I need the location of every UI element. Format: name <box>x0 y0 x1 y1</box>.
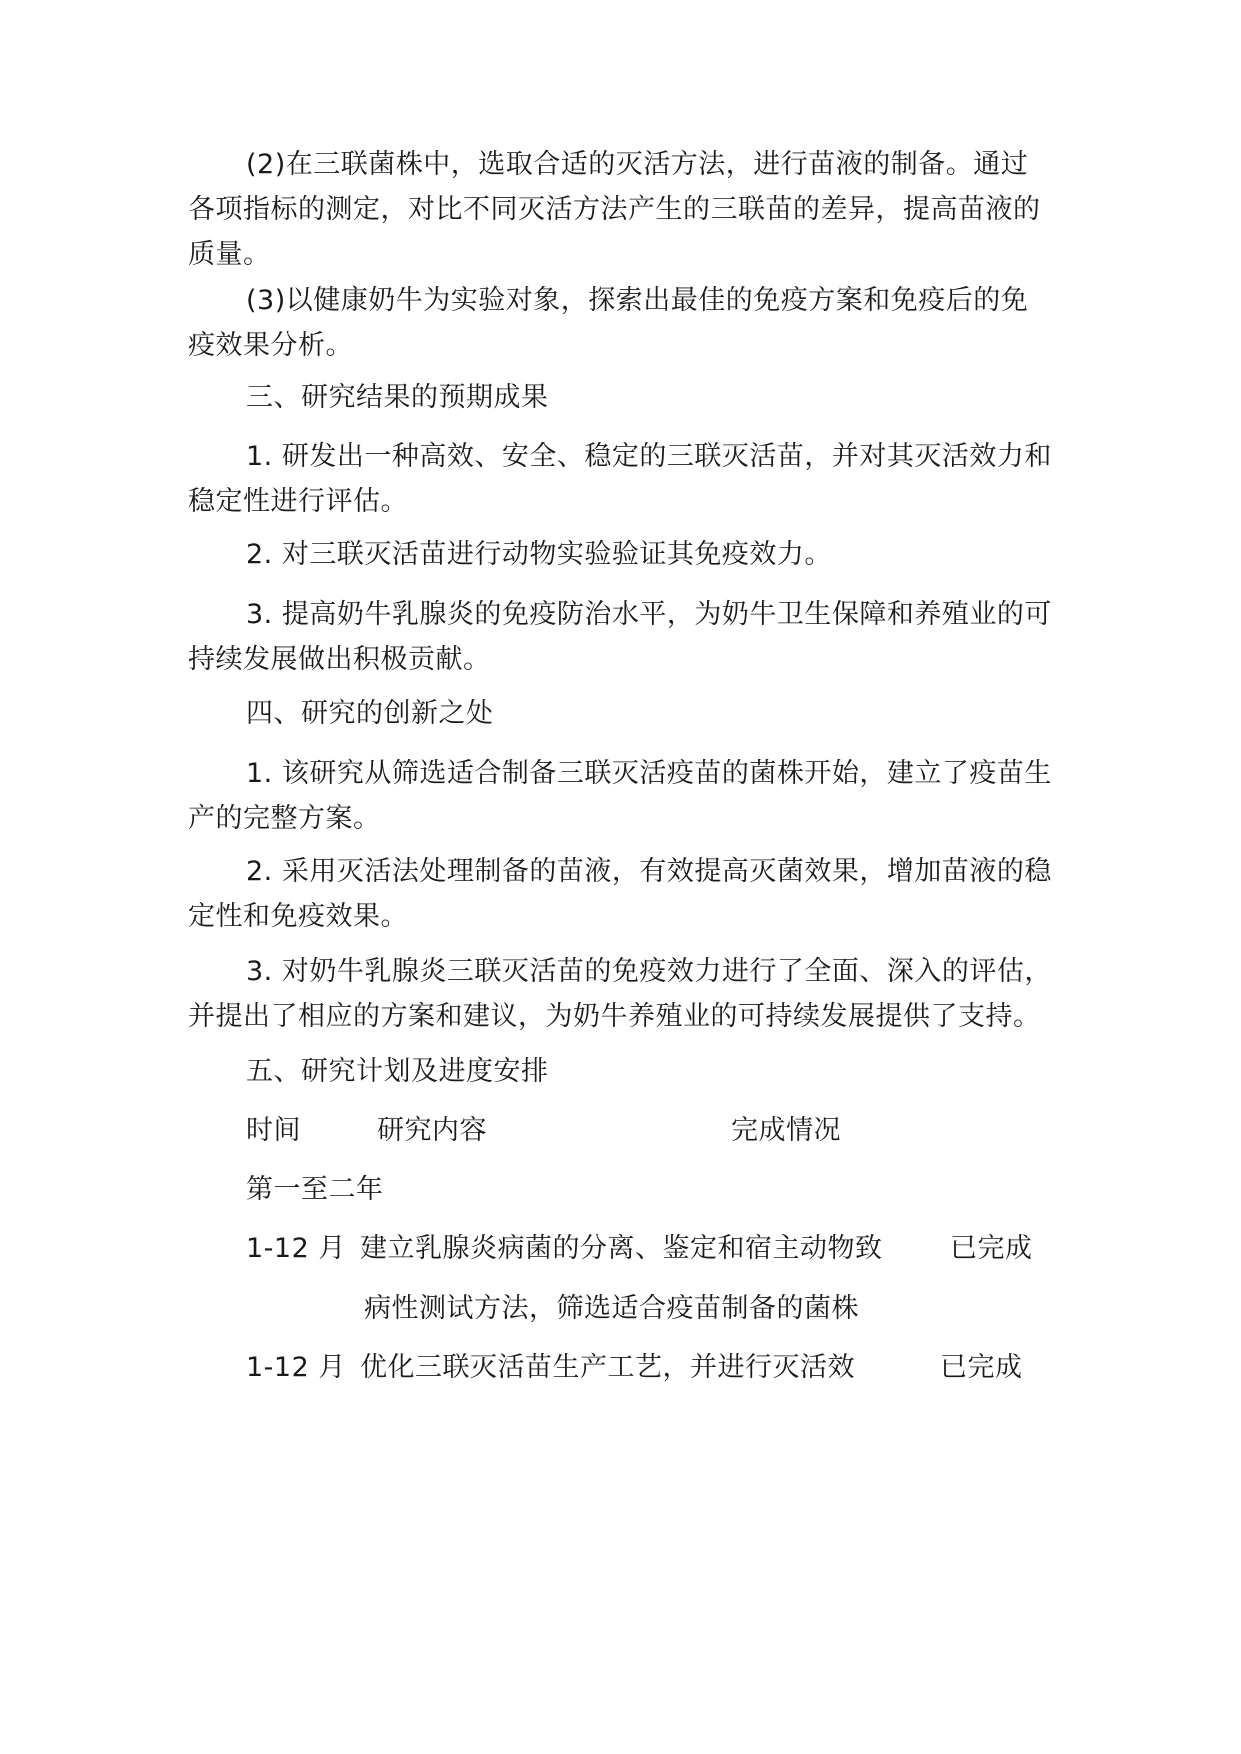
paragraph-innovation-3: 3. 对奶牛乳腺炎三联灭活苗的免疫效力进行了全面、深入的评估，并提出了相应的方案和建议，为奶牛养殖业的可持续发展提供了支持。 <box>188 956 1052 1032</box>
schedule-row-content: 建立乳腺炎病菌的分离、鉴定和宿主动物致 <box>360 1233 883 1264</box>
schedule-row-content: 优化三联灭活苗生产工艺，并进行灭活效 <box>360 1352 855 1383</box>
paragraph-objective-2: (2)在三联菌株中，选取合适的灭活方法，进行苗液的制备。通过各项指标的测定，对比不同灭活方法产生的三联苗的差异，提高苗液的质量。 <box>188 149 1041 270</box>
schedule-row-content-continued: 病性测试方法，筛选适合疫苗制备的菌株 <box>364 1293 859 1324</box>
schedule-header-time: 时间 <box>246 1115 301 1146</box>
heading-schedule: 五、研究计划及进度安排 <box>246 1056 549 1087</box>
heading-expected-results: 三、研究结果的预期成果 <box>246 382 549 413</box>
schedule-row-time: 1-12 月 <box>246 1352 346 1383</box>
schedule-row-status: 已完成 <box>950 1233 1033 1264</box>
schedule-header-content: 研究内容 <box>377 1115 487 1146</box>
schedule-header-status: 完成情况 <box>731 1115 841 1146</box>
schedule-row-status: 已完成 <box>940 1352 1023 1383</box>
paragraph-result-1: 1. 研发出一种高效、安全、稳定的三联灭活苗，并对其灭活效力和稳定性进行评估。 <box>188 441 1052 517</box>
paragraph-innovation-2: 2. 采用灭活法处理制备的苗液，有效提高灭菌效果，增加苗液的稳定性和免疫效果。 <box>188 856 1052 932</box>
heading-innovations: 四、研究的创新之处 <box>246 698 494 729</box>
schedule-year-label: 第一至二年 <box>246 1174 384 1205</box>
paragraph-objective-3: (3)以健康奶牛为实验对象，探索出最佳的免疫方案和免疫后的免疫效果分析。 <box>188 285 1029 361</box>
paragraph-result-2: 2. 对三联灭活苗进行动物实验验证其免疫效力。 <box>246 539 832 570</box>
schedule-row-time: 1-12 月 <box>246 1233 346 1264</box>
paragraph-result-3: 3. 提高奶牛乳腺炎的免疫防治水平，为奶牛卫生保障和养殖业的可持续发展做出积极贡献。 <box>188 599 1052 675</box>
paragraph-innovation-1: 1. 该研究从筛选适合制备三联灭活疫苗的菌株开始，建立了疫苗生产的完整方案。 <box>188 758 1052 834</box>
